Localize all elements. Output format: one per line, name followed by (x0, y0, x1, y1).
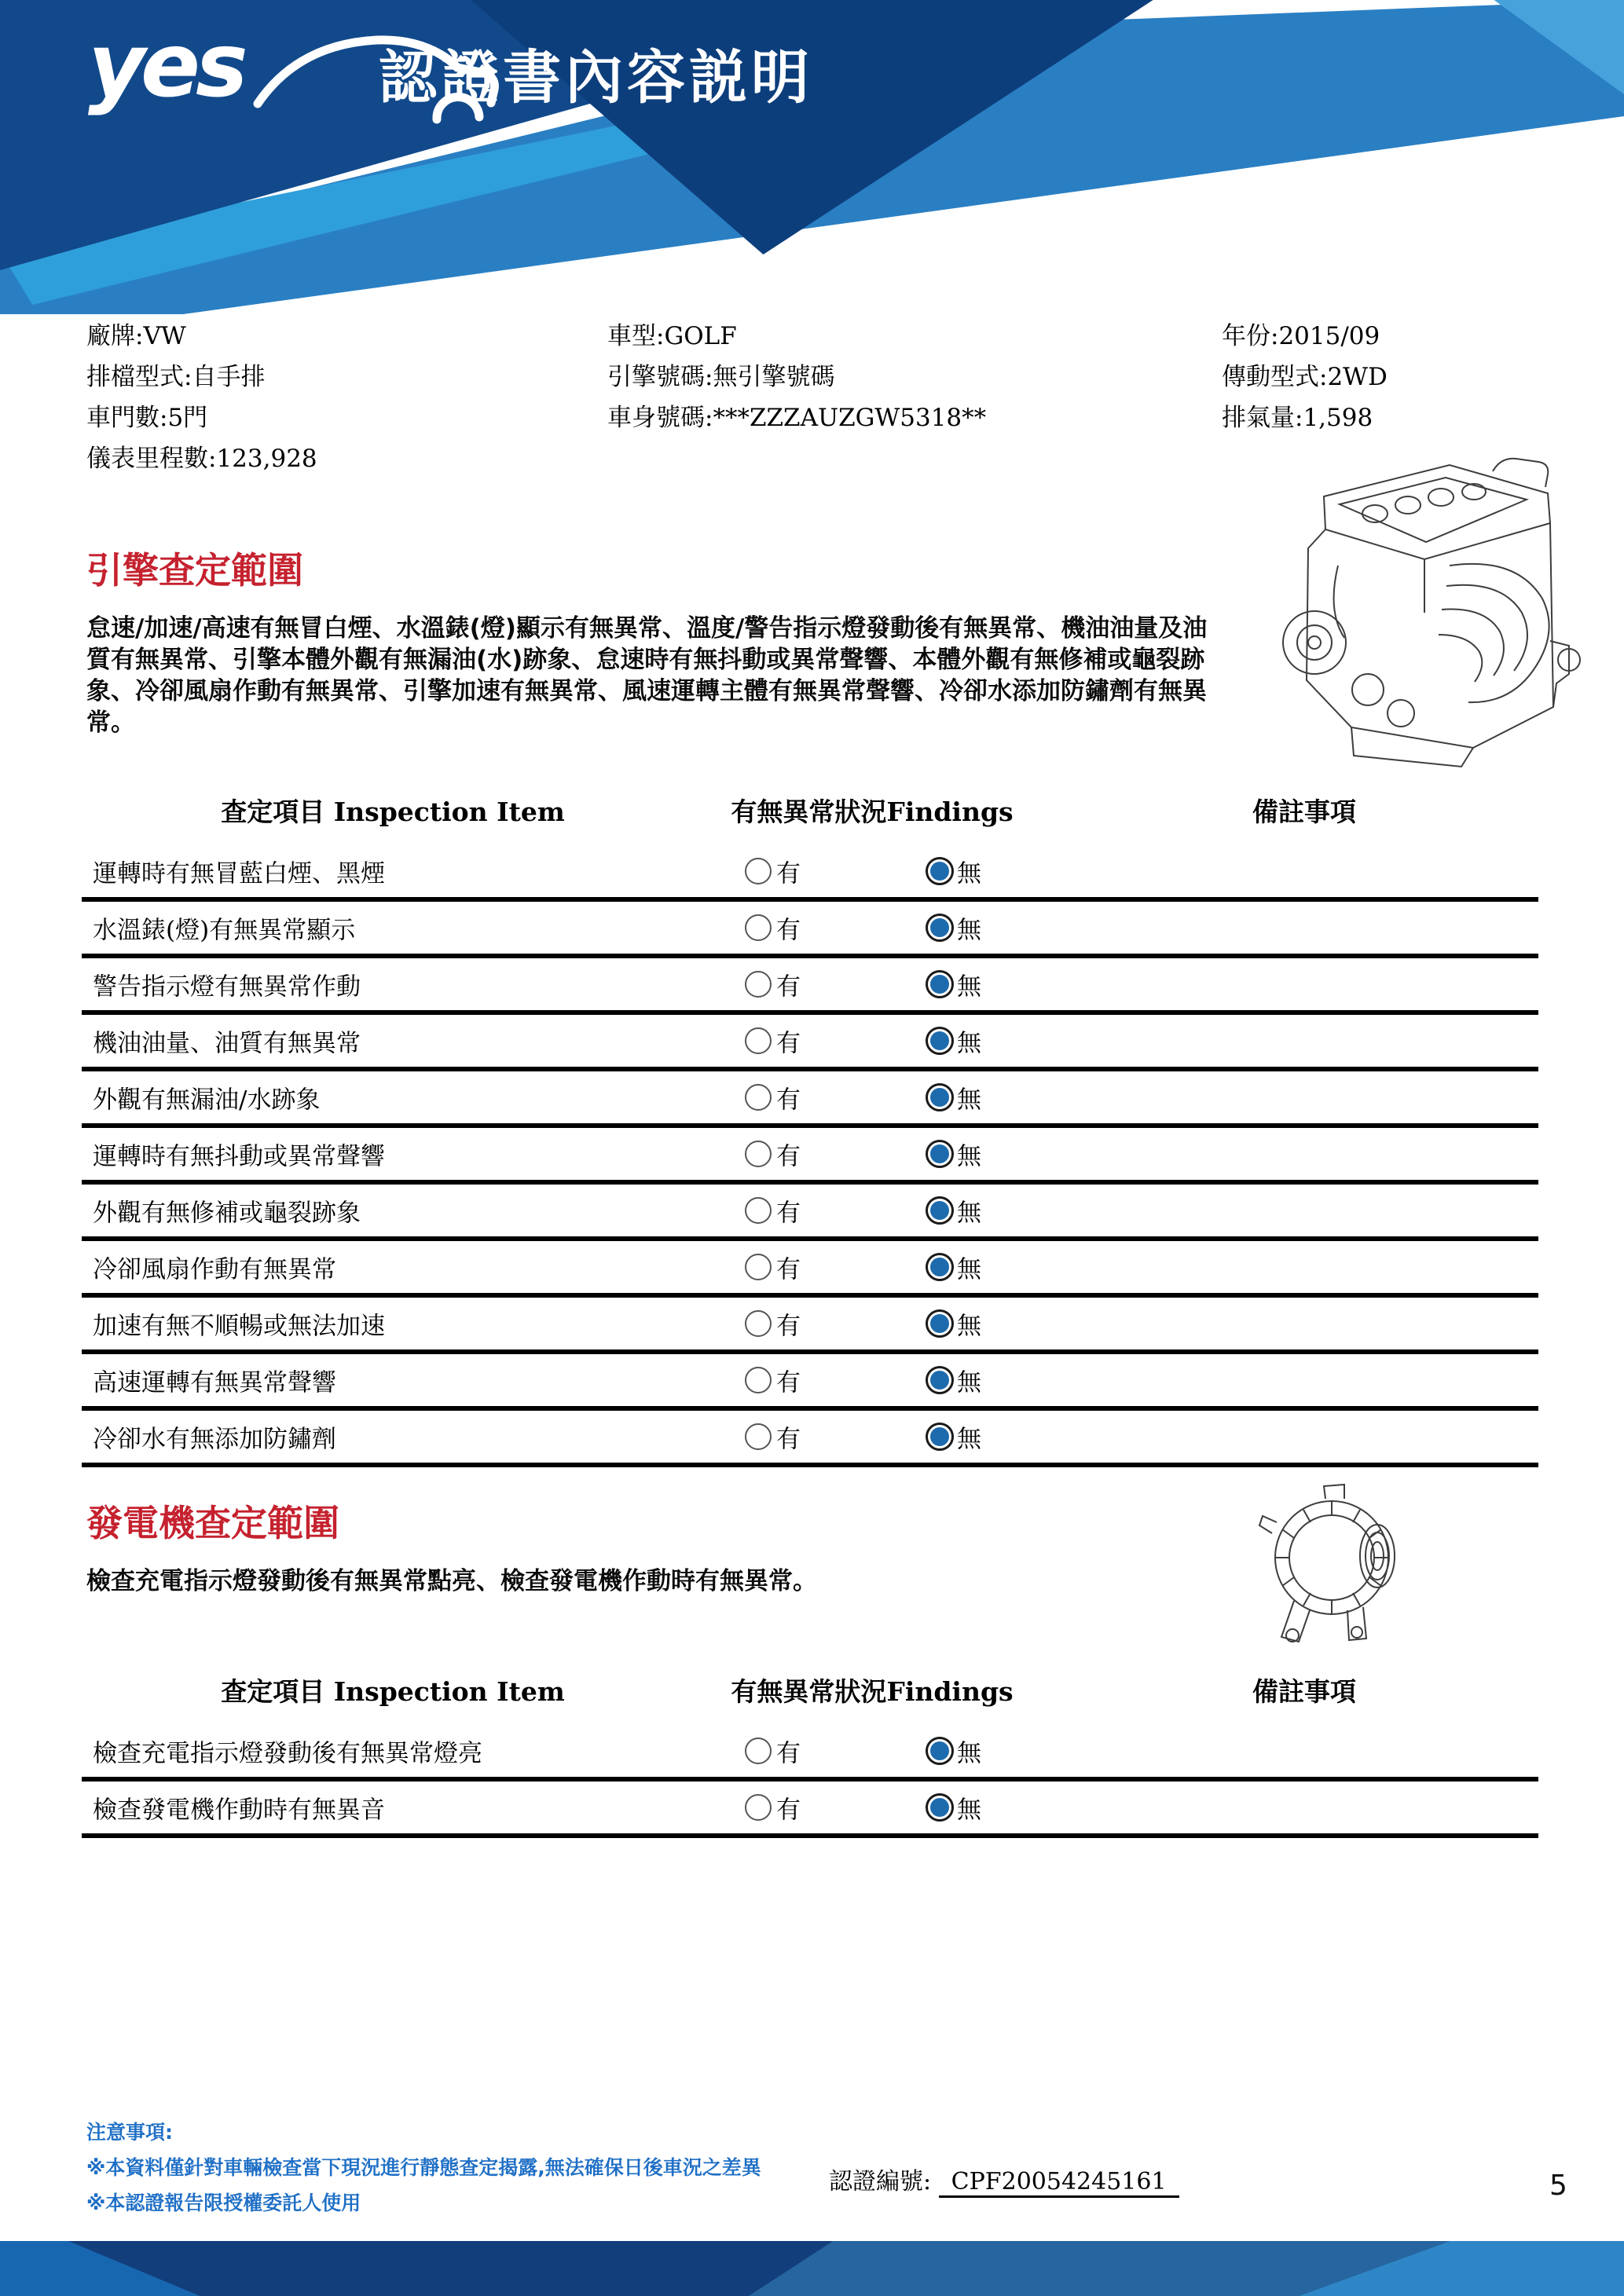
radio-wu[interactable] (926, 1253, 954, 1281)
radio-wu-label: 無 (957, 1199, 981, 1228)
info-label: 廠牌: (86, 322, 144, 350)
radio-you[interactable] (745, 1084, 772, 1111)
radio-wu[interactable] (926, 1140, 954, 1168)
inspection-item-label: 外觀有無修補或龜裂跡象 (93, 1199, 361, 1228)
info-value: GOLF (664, 322, 737, 350)
alternator-illustration (1253, 1475, 1434, 1672)
engine-table-body (82, 845, 1538, 1467)
info-value: 5門 (167, 404, 208, 432)
table-row (82, 1411, 1538, 1467)
radio-you-label: 有 (776, 1255, 801, 1284)
info-field (86, 397, 317, 438)
info-label: 年份: (1222, 322, 1279, 350)
radio-you[interactable] (745, 1367, 772, 1393)
table-row (82, 902, 1538, 958)
radio-wu-label: 無 (957, 1368, 981, 1397)
inspection-item-label: 運轉時有無冒藍白煙、黑煙 (93, 859, 385, 888)
note-line: ※本認證報告限授權委託人使用 (86, 2192, 361, 2214)
info-field (607, 357, 986, 397)
generator-section-description: 檢查充電指示燈發動後有無異常點亮、檢查發電機作動時有無異常。 (86, 1567, 817, 1595)
table-header-row (82, 1665, 1538, 1725)
radio-you[interactable] (745, 1141, 772, 1167)
info-value: 自手排 (192, 363, 266, 391)
radio-you-label: 有 (776, 1425, 801, 1454)
radio-wu-label: 無 (957, 1425, 981, 1454)
radio-wu[interactable] (926, 1366, 954, 1394)
page-number: 5 (1549, 2170, 1567, 2202)
radio-wu-label: 無 (957, 972, 981, 1002)
inspection-item-label: 警告指示燈有無異常作動 (93, 972, 361, 1002)
radio-wu[interactable] (926, 914, 954, 942)
radio-you[interactable] (745, 1027, 772, 1054)
inspection-item-label: 冷卻水有無添加防鏽劑 (93, 1425, 336, 1454)
info-field (1222, 397, 1388, 438)
engine-inspection-table (82, 785, 1538, 1467)
radio-you-label: 有 (776, 1142, 801, 1171)
radio-wu-label: 無 (957, 916, 981, 945)
notes-title: 注意事項: (86, 2121, 173, 2144)
table-row (82, 1298, 1538, 1354)
radio-you[interactable] (745, 1794, 772, 1821)
info-field (86, 357, 317, 397)
footer-notes (86, 2115, 761, 2221)
radio-wu-label: 無 (957, 1086, 981, 1115)
radio-you-label: 有 (776, 1029, 801, 1058)
notes-list (86, 2150, 761, 2221)
info-label: 排氣量: (1222, 404, 1303, 432)
table-row (82, 1185, 1538, 1241)
info-label: 引擎號碼: (607, 363, 713, 391)
radio-wu[interactable] (926, 1309, 954, 1338)
table-row (82, 1782, 1538, 1838)
inspection-item-label: 運轉時有無抖動或異常聲響 (93, 1142, 385, 1171)
table-header-row (82, 785, 1538, 845)
table-row (82, 1354, 1538, 1411)
radio-you-label: 有 (776, 1368, 801, 1397)
certificate-number-line (829, 2162, 1179, 2196)
radio-you[interactable] (745, 1423, 772, 1450)
table-row (82, 1725, 1538, 1782)
radio-wu[interactable] (926, 1083, 954, 1111)
generator-section-title: 發電機查定範圍 (86, 1502, 339, 1544)
vehicle-info-col2 (607, 316, 986, 438)
inspection-item-label: 加速有無不順暢或無法加速 (93, 1312, 385, 1341)
info-label: 車型: (607, 322, 665, 350)
table-row (82, 1015, 1538, 1071)
radio-wu[interactable] (926, 1423, 954, 1451)
info-label: 排檔型式: (86, 363, 192, 391)
vehicle-info-col3 (1222, 316, 1388, 438)
footer-band (0, 2241, 1624, 2296)
radio-you[interactable] (745, 1738, 772, 1764)
info-label: 儀表里程數: (86, 445, 217, 473)
certificate-number-label: 認證編號: (829, 2168, 932, 2195)
page-header (0, 0, 1624, 314)
radio-wu[interactable] (926, 1793, 954, 1822)
radio-wu-label: 無 (957, 859, 981, 888)
engine-illustration (1214, 448, 1607, 770)
table-row (82, 1241, 1538, 1298)
certificate-number-value: CPF20054245161 (939, 2168, 1179, 2198)
radio-you[interactable] (745, 1310, 772, 1337)
col-header-inspection-item: 查定項目 Inspection Item (221, 796, 565, 827)
inspection-item-label: 水溫錶(燈)有無異常顯示 (93, 916, 356, 945)
col-header-findings: 有無異常狀況Findings (731, 1676, 1014, 1707)
radio-you[interactable] (745, 1197, 772, 1224)
info-field (86, 438, 317, 479)
generator-table-body (82, 1725, 1538, 1838)
info-label: 車門數: (86, 404, 168, 432)
radio-you-label: 有 (776, 1796, 801, 1825)
info-field (86, 316, 317, 357)
inspection-item-label: 外觀有無漏油/水跡象 (93, 1086, 321, 1115)
table-row (82, 1128, 1538, 1185)
radio-wu-label: 無 (957, 1796, 981, 1825)
radio-you-label: 有 (776, 1199, 801, 1228)
col-header-inspection-item: 查定項目 Inspection Item (221, 1676, 565, 1707)
radio-you[interactable] (745, 971, 772, 998)
radio-wu[interactable] (926, 1196, 954, 1225)
page-title: 認證書內容説明 (379, 44, 813, 112)
info-field (607, 316, 986, 357)
info-field (1222, 316, 1388, 357)
radio-you-label: 有 (776, 916, 801, 945)
info-label: 傳動型式: (1222, 363, 1328, 391)
engine-section-description: 怠速/加速/高速有無冒白煙、水溫錶(燈)顯示有無異常、溫度/警告指示燈發動後有無異常、機油油量及油質有無異常、引擎本體外觀有無漏油(水)跡象、怠速時有無抖動或異常聲響、本體外觀有無修補或龜裂跡象、冷卻風扇作動有無異常、引擎加速有無異常、風速運轉主體有無異常聲響、冷卻水添加防鏽劑有無異常。 (86, 614, 1208, 737)
radio-you-label: 有 (776, 859, 801, 888)
inspection-item-label: 機油油量、油質有無異常 (93, 1029, 361, 1058)
info-field (607, 397, 986, 438)
vehicle-info-col1 (86, 316, 317, 479)
inspection-item-label: 冷卻風扇作動有無異常 (93, 1255, 336, 1284)
info-value: 2015/09 (1278, 322, 1380, 350)
radio-wu-label: 無 (957, 1029, 981, 1058)
info-value: VW (143, 322, 186, 350)
radio-you-label: 有 (776, 1739, 801, 1768)
info-value: 無引擎號碼 (713, 363, 835, 391)
radio-wu[interactable] (926, 970, 954, 998)
inspection-item-label: 檢查發電機作動時有無異音 (93, 1796, 385, 1825)
info-value: 123,928 (216, 445, 317, 473)
radio-wu-label: 無 (957, 1312, 981, 1341)
info-label: 車身號碼: (607, 404, 713, 432)
table-row (82, 845, 1538, 902)
table-row (82, 958, 1538, 1015)
inspection-item-label: 高速運轉有無異常聲響 (93, 1368, 336, 1397)
radio-you-label: 有 (776, 1312, 801, 1341)
radio-wu-label: 無 (957, 1739, 981, 1768)
col-header-remarks: 備註事項 (1252, 796, 1356, 827)
col-header-findings: 有無異常狀況Findings (731, 796, 1014, 827)
note-line: ※本資料僅針對車輛檢查當下現況進行靜態查定揭露,無法確保日後車況之差異 (86, 2156, 761, 2179)
radio-you-label: 有 (776, 972, 801, 1002)
generator-inspection-table (82, 1665, 1538, 1838)
radio-you[interactable] (745, 914, 772, 941)
radio-wu-label: 無 (957, 1142, 981, 1171)
col-header-remarks: 備註事項 (1252, 1676, 1356, 1707)
yes-logo-text: yes (88, 15, 244, 117)
radio-wu[interactable] (926, 1027, 954, 1055)
table-row (82, 1071, 1538, 1128)
info-value: ***ZZZAUZGW5318** (713, 404, 987, 432)
info-field (1222, 357, 1388, 397)
radio-wu[interactable] (926, 857, 954, 885)
radio-you-label: 有 (776, 1086, 801, 1115)
info-value: 2WD (1327, 363, 1388, 391)
inspection-item-label: 檢查充電指示燈發動後有無異常燈亮 (93, 1739, 482, 1768)
radio-wu-label: 無 (957, 1255, 981, 1284)
radio-wu[interactable] (926, 1737, 954, 1765)
engine-section-title: 引擎查定範圍 (86, 549, 303, 591)
radio-you[interactable] (745, 1254, 772, 1280)
radio-you[interactable] (745, 858, 772, 884)
info-value: 1,598 (1303, 404, 1373, 432)
